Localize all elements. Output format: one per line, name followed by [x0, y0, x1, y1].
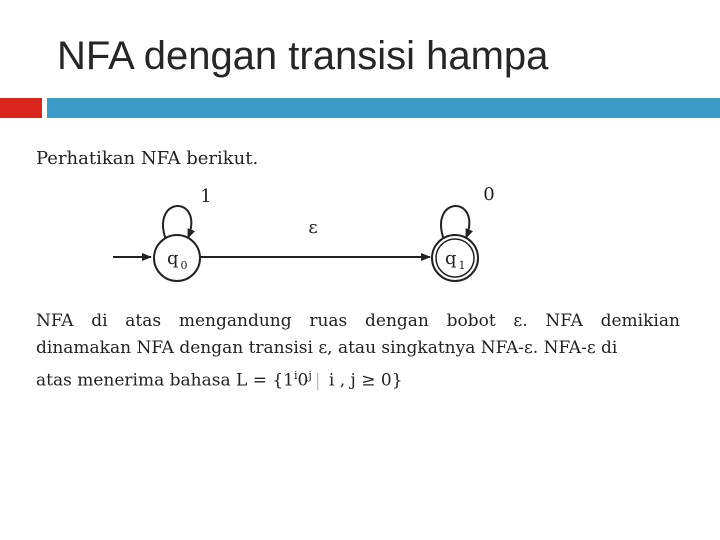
para-line-1-word: ruas	[309, 311, 348, 331]
exponent-j: j	[308, 369, 312, 382]
para-line-1-word: bobot	[446, 311, 496, 331]
para-line-1-word: mengandung	[178, 311, 292, 331]
description-paragraph	[36, 308, 680, 395]
para-line-3: atas menerima bahasa $L = \{1^i0^j$ | i , j ≥ 0}	[36, 369, 403, 391]
exponent-i: i	[293, 369, 298, 382]
para-line-1-word: di	[91, 311, 108, 331]
loop-label-q1: 0	[483, 184, 495, 205]
para-line-1-word: demikian	[600, 311, 680, 331]
para-line-1-word: atas	[125, 311, 162, 331]
para-line-1-word: NFA	[545, 311, 583, 331]
transition-label-epsilon: ε	[308, 217, 318, 238]
loop-label-q0: 1	[200, 186, 212, 207]
set-separator: |	[314, 370, 321, 391]
para-line-1-word: NFA	[36, 311, 74, 331]
para-line-1-word: dengan	[365, 311, 429, 331]
para-line-1-word: ε.	[513, 311, 528, 331]
para-line-2: dinamakan NFA dengan transisi ε, atau singkatnya NFA-ε. NFA-ε di	[36, 338, 618, 358]
state-q0-label: q $_0$	[167, 248, 188, 272]
intro-text: Perhatikan NFA berikut.	[36, 148, 259, 169]
para-line-1	[36, 308, 680, 335]
state-q1-label: q $_1$	[445, 248, 466, 272]
slide-title: NFA dengan transisi hampa	[57, 34, 549, 78]
